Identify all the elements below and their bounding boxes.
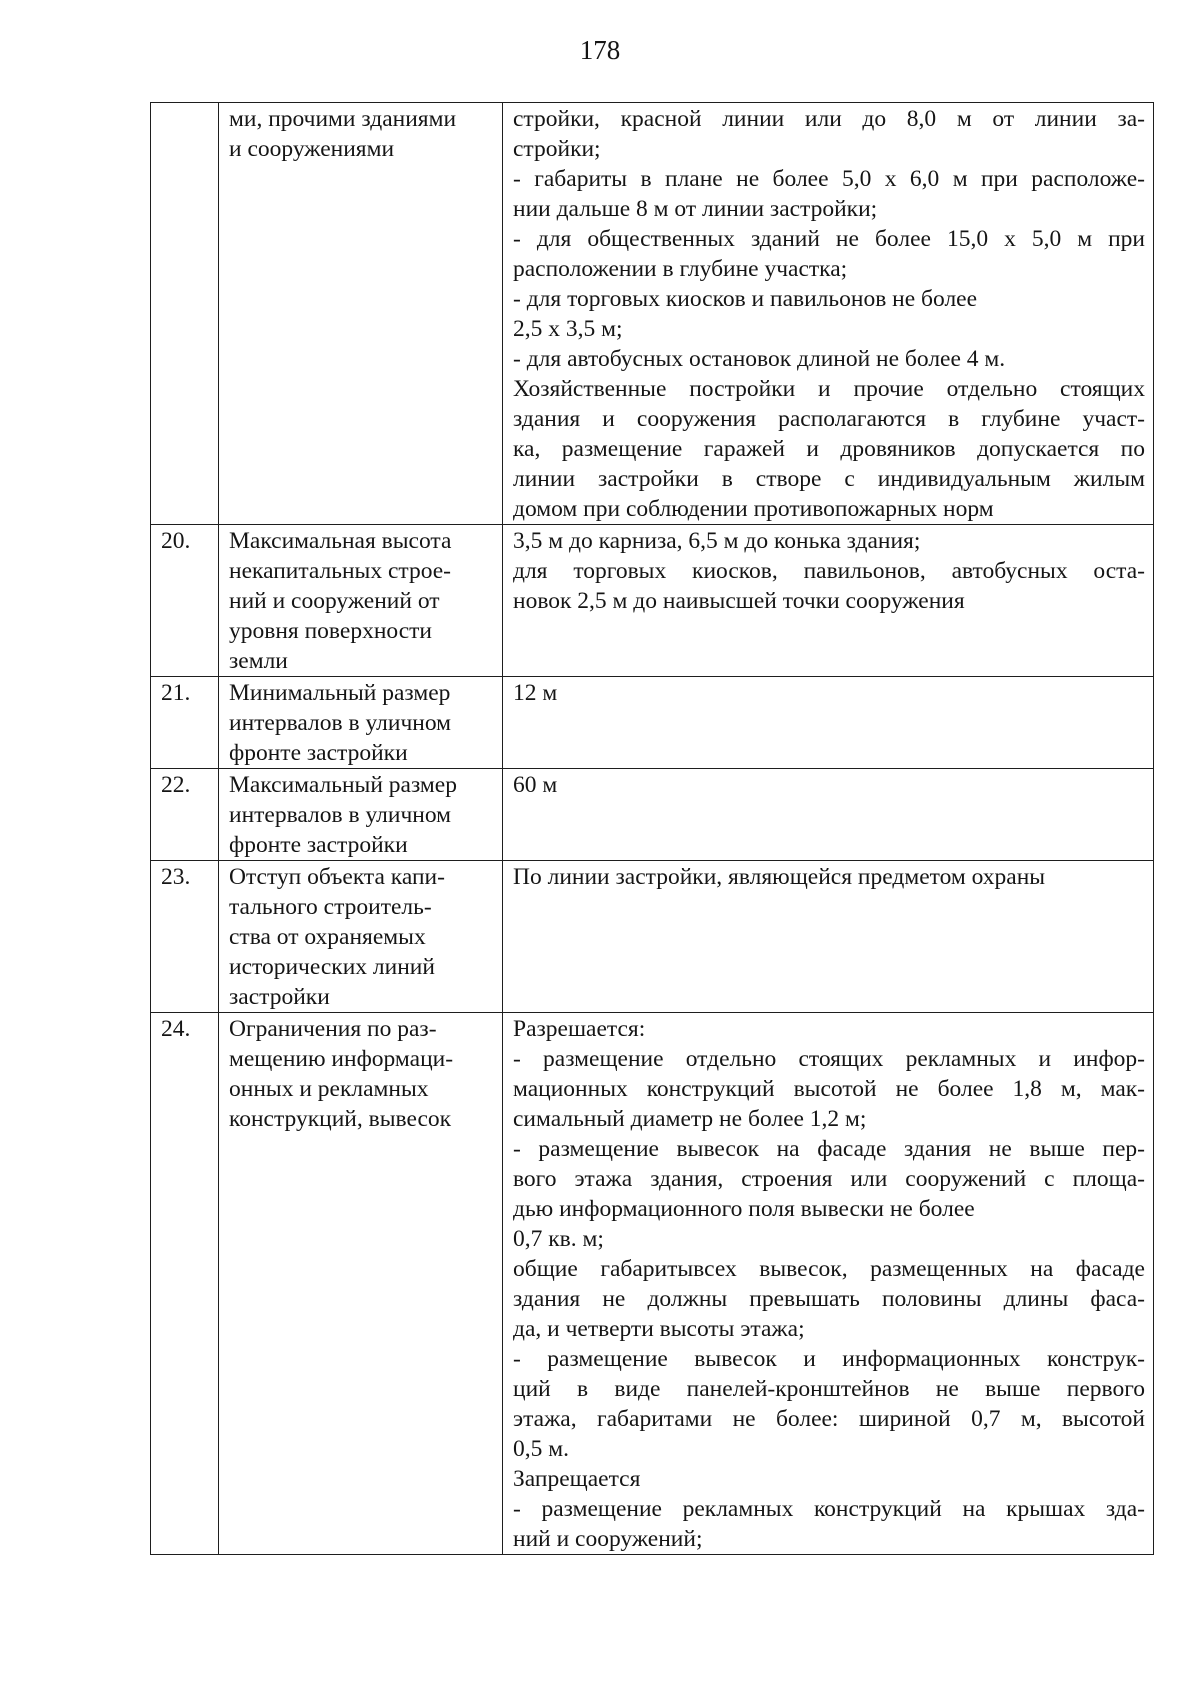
table-row [151, 769, 1154, 861]
parameter-value-line: симальный диаметр не более 1,2 м; [513, 1106, 867, 1132]
parameter-name-line: Максимальная высота [229, 528, 452, 554]
parameter-name-line: Ограничения по раз- [229, 1016, 437, 1042]
parameter-value-line: - для общественных зданий не более 15,0 х 5,0 м при [513, 226, 1145, 252]
parameter-value-line: - размещение вывесок и информационных конструк- [513, 1346, 1145, 1372]
parameter-name-line: Минимальный размер [229, 680, 451, 706]
row-number: 20. [151, 525, 219, 677]
parameter-name-line: ми, прочими зданиями [229, 106, 457, 132]
parameter-name-line: фронте застройки [229, 832, 408, 858]
parameter-name-cell [219, 103, 503, 525]
table-row [151, 861, 1154, 1013]
parameter-value-cell [503, 1013, 1154, 1555]
parameter-name-cell [219, 525, 503, 677]
parameter-value-line: 12 м [513, 680, 558, 706]
parameter-name-line: интервалов в уличном [229, 710, 452, 736]
parameter-value-line: этажа, габаритами не более: шириной 0,7 м, высотой [513, 1406, 1145, 1432]
table-row [151, 103, 1154, 525]
parameter-name-line: Максимальный размер [229, 772, 457, 798]
parameter-value-line: домом при соблюдении противопожарных норм [513, 496, 994, 522]
parameter-value-line: Хозяйственные постройки и прочие отдельно стоящих [513, 376, 1145, 402]
parameter-name-line: некапитальных строе- [229, 558, 451, 584]
parameter-value-line: да, и четверти высоты этажа; [513, 1316, 805, 1342]
row-number: 21. [151, 677, 219, 769]
parameter-name-line: интервалов в уличном [229, 802, 452, 828]
parameter-name-line: уровня поверхности [229, 618, 433, 644]
parameter-value-line: вого этажа здания, строения или сооружений с площа- [513, 1166, 1145, 1192]
parameter-value-line: дью информационного поля вывески не более [513, 1196, 975, 1222]
parameter-value-line: мационных конструкций высотой не более 1,8 м, мак- [513, 1076, 1145, 1102]
parameter-value-line: - размещение рекламных конструкций на крышах зда- [513, 1496, 1145, 1522]
table-row [151, 525, 1154, 677]
parameter-value-line: 60 м [513, 772, 558, 798]
parameter-value-line: ний и сооружений; [513, 1526, 703, 1552]
table-row [151, 1013, 1154, 1555]
parameter-name-line: земли [229, 648, 288, 674]
parameter-value-line: здания и сооружения располагаются в глубине участ- [513, 406, 1145, 432]
parameter-name-line: мещению информаци- [229, 1046, 454, 1072]
parameter-value-line: 3,5 м до карниза, 6,5 м до конька здания; [513, 528, 921, 554]
row-number [151, 103, 219, 525]
parameter-value-line: - габариты в плане не более 5,0 х 6,0 м при расположе- [513, 166, 1145, 192]
parameter-value-line: расположении в глубине участка; [513, 256, 848, 282]
parameter-name-line: конструкций, вывесок [229, 1106, 452, 1132]
parameter-value-line: - для торговых киосков и павильонов не более [513, 286, 978, 312]
parameter-value-line: линии застройки в створе с индивидуальным жилым [513, 466, 1145, 492]
parameter-value-line: стройки, красной линии или до 8,0 м от линии за- [513, 106, 1145, 132]
table-row [151, 677, 1154, 769]
row-number: 23. [151, 861, 219, 1013]
parameter-value-line: ций в виде панелей-кронштейнов не выше первого [513, 1376, 1145, 1402]
parameter-name-line: Отступ объекта капи- [229, 864, 445, 890]
regulations-table [150, 102, 1154, 1555]
parameter-value-cell [503, 677, 1154, 769]
parameter-value-line: - размещение отдельно стоящих рекламных и инфор- [513, 1046, 1145, 1072]
parameter-name-line: и сооружениями [229, 136, 395, 162]
parameter-name-cell [219, 1013, 503, 1555]
parameter-name-line: ний и сооружений от [229, 588, 440, 614]
parameter-value-cell [503, 861, 1154, 1013]
parameter-value-line: - для автобусных остановок длиной не более 4 м. [513, 346, 1006, 372]
parameter-name-line: тального строитель- [229, 894, 432, 920]
parameter-value-line: 0,7 кв. м; [513, 1226, 604, 1252]
parameter-value-line: Запрещается [513, 1466, 641, 1492]
parameter-name-line: фронте застройки [229, 740, 408, 766]
parameter-value-line: По линии застройки, являющейся предметом охраны [513, 864, 1046, 890]
row-number: 22. [151, 769, 219, 861]
parameter-value-line: общие габаритывсех вывесок, размещенных на фасаде [513, 1256, 1145, 1282]
page-number: 178 [579, 35, 621, 65]
parameter-value-line: ка, размещение гаражей и дровяников допускается по [513, 436, 1145, 462]
parameter-value-cell [503, 769, 1154, 861]
parameter-value-line: Разрешается: [513, 1016, 646, 1042]
parameter-name-line: онных и рекламных [229, 1076, 429, 1102]
parameter-name-line: застройки [229, 984, 330, 1010]
parameter-value-line: здания не должны превышать половины длины фаса- [513, 1286, 1145, 1312]
parameter-value-line: 0,5 м. [513, 1436, 569, 1462]
parameter-value-cell [503, 103, 1154, 525]
parameter-value-line: - размещение вывесок на фасаде здания не выше пер- [513, 1136, 1145, 1162]
parameter-name-cell [219, 677, 503, 769]
parameter-value-line: новок 2,5 м до наивысшей точки сооружения [513, 588, 965, 614]
parameter-name-cell [219, 861, 503, 1013]
parameter-name-cell [219, 769, 503, 861]
parameter-value-line: стройки; [513, 136, 601, 162]
parameter-value-line: 2,5 х 3,5 м; [513, 316, 623, 342]
parameter-value-line: нии дальше 8 м от линии застройки; [513, 196, 878, 222]
row-number: 24. [151, 1013, 219, 1555]
parameter-name-line: исторических линий [229, 954, 435, 980]
table-body [151, 103, 1154, 1555]
parameter-value-cell [503, 525, 1154, 677]
parameter-name-line: ства от охраняемых [229, 924, 426, 950]
parameter-value-line: для торговых киосков, павильонов, автобусных оста- [513, 558, 1145, 584]
